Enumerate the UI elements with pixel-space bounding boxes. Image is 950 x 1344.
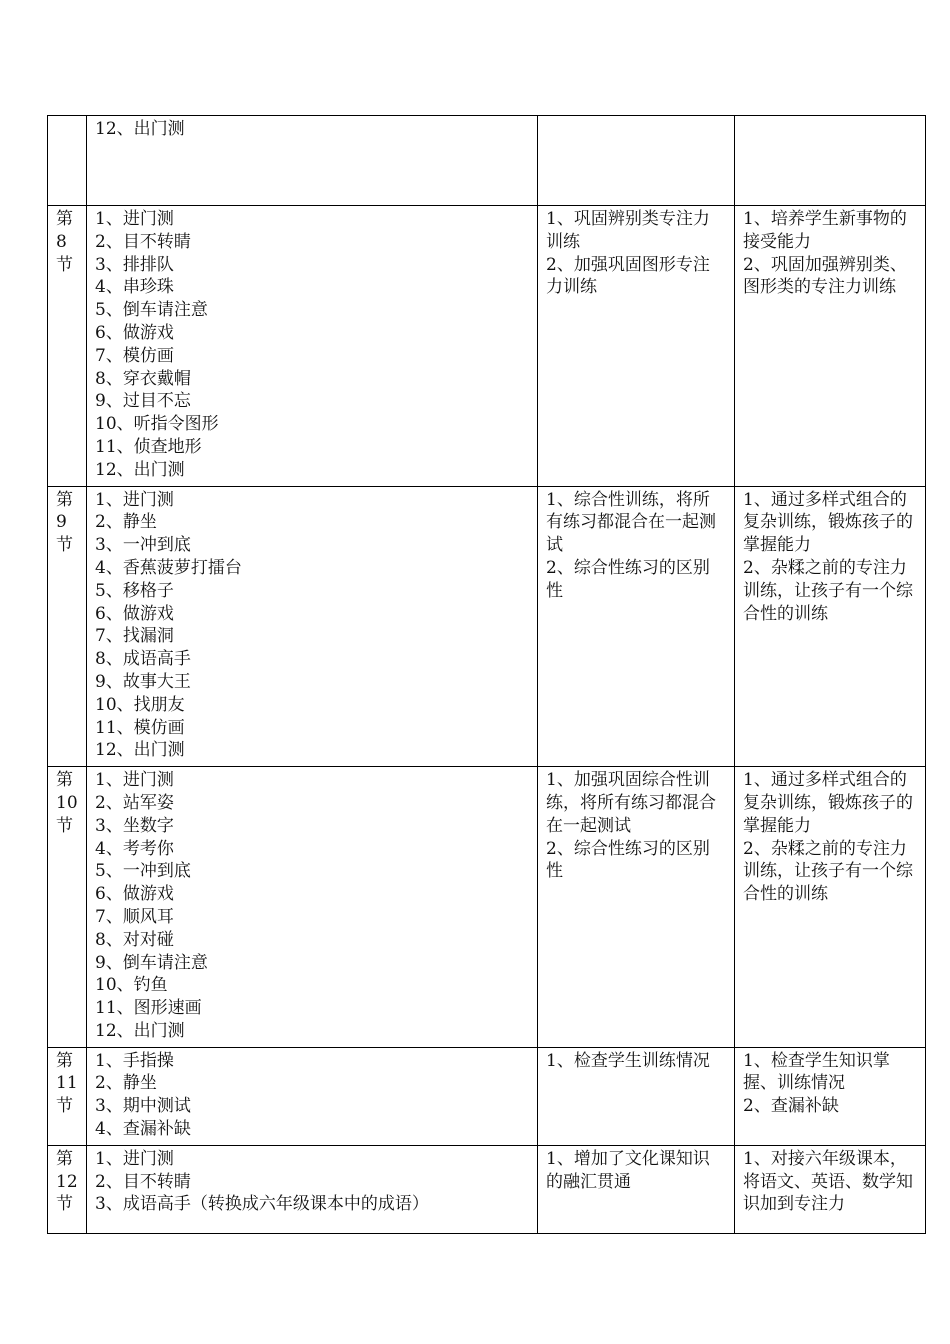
content-item: 3、期中测试 bbox=[95, 1096, 191, 1117]
effect-cell bbox=[735, 767, 926, 1048]
content-item: 11、图形速画 bbox=[95, 998, 202, 1019]
content-item: 2、目不转睛 bbox=[95, 1171, 191, 1192]
effect-item: 2、杂糅之前的专注力训练，让孩子有一个综合性的训练 bbox=[743, 557, 913, 624]
section-label: 第 bbox=[56, 1148, 73, 1169]
content-cell bbox=[87, 767, 538, 1048]
effect-cell bbox=[735, 1145, 926, 1233]
content-cell bbox=[87, 116, 538, 206]
section-label: 第 bbox=[56, 489, 73, 510]
goal-item: 1、加强巩固综合性训练，将所有练习都混合在一起测试 bbox=[546, 770, 716, 836]
section-cell bbox=[48, 116, 87, 206]
section-cell bbox=[48, 486, 87, 767]
content-cell bbox=[87, 1047, 538, 1145]
section-number: 11 bbox=[56, 1073, 78, 1094]
goal-cell bbox=[538, 486, 735, 767]
content-item: 6、做游戏 bbox=[95, 603, 174, 624]
goal-item: 1、巩固辨别类专注力训练 bbox=[546, 209, 710, 252]
content-cell bbox=[87, 206, 538, 487]
effect-cell bbox=[735, 116, 926, 206]
content-item: 2、静坐 bbox=[95, 512, 157, 533]
content-item: 9、倒车请注意 bbox=[95, 952, 208, 973]
content-item: 12、出门测 bbox=[95, 459, 185, 480]
content-item: 3、坐数字 bbox=[95, 815, 174, 836]
content-item: 10、找朋友 bbox=[95, 694, 185, 715]
content-cell bbox=[87, 1145, 538, 1233]
section-cell bbox=[48, 1145, 87, 1233]
content-item: 9、故事大王 bbox=[95, 671, 191, 692]
table-row bbox=[48, 1145, 926, 1233]
effect-item: 1、检查学生知识掌握、训练情况 bbox=[743, 1050, 890, 1094]
effect-item: 2、巩固加强辨别类、图形类的专注力训练 bbox=[743, 254, 907, 298]
content-item: 1、进门测 bbox=[95, 1148, 174, 1169]
section-label: 第 bbox=[56, 770, 73, 791]
content-item: 8、穿衣戴帽 bbox=[95, 368, 191, 389]
table-row bbox=[48, 486, 926, 767]
content-item: 2、静坐 bbox=[95, 1073, 157, 1094]
section-cell bbox=[48, 767, 87, 1048]
content-item: 4、查漏补缺 bbox=[95, 1119, 191, 1140]
effect-item: 1、对接六年级课本，将语文、英语、数学知识加到专注力 bbox=[743, 1148, 913, 1215]
effect-cell bbox=[735, 486, 926, 767]
section-label: 节 bbox=[56, 254, 73, 275]
goal-item: 2、加强巩固图形专注力训练 bbox=[546, 254, 710, 298]
section-label: 第 bbox=[56, 1050, 73, 1071]
content-item: 4、串珍珠 bbox=[95, 277, 174, 298]
content-cell bbox=[87, 486, 538, 767]
table-row bbox=[48, 116, 926, 206]
content-item: 7、找漏洞 bbox=[95, 626, 174, 647]
section-number: 9 bbox=[56, 512, 67, 533]
table-row bbox=[48, 767, 926, 1048]
content-item: 12、出门测 bbox=[95, 119, 185, 139]
content-item: 8、成语高手 bbox=[95, 649, 191, 670]
content-item: 5、移格子 bbox=[95, 580, 174, 601]
content-item: 3、成语高手（转换成六年级课本中的成语） bbox=[95, 1194, 429, 1215]
goal-cell bbox=[538, 116, 735, 206]
content-item: 10、钓鱼 bbox=[95, 975, 168, 996]
lesson-plan-body bbox=[48, 116, 926, 1234]
effect-cell bbox=[735, 1047, 926, 1145]
content-item: 3、排排队 bbox=[95, 254, 174, 275]
effect-item: 2、查漏补缺 bbox=[743, 1096, 839, 1117]
content-item: 1、进门测 bbox=[95, 489, 174, 510]
content-item: 6、做游戏 bbox=[95, 322, 174, 343]
effect-item: 1、通过多样式组合的复杂训练，锻炼孩子的掌握能力 bbox=[743, 770, 913, 836]
content-item: 1、进门测 bbox=[95, 209, 174, 229]
section-number: 12 bbox=[56, 1171, 78, 1192]
effect-item: 1、通过多样式组合的复杂训练，锻炼孩子的掌握能力 bbox=[743, 489, 913, 556]
goal-item: 1、综合性训练，将所有练习都混合在一起测试 bbox=[546, 489, 716, 556]
content-item: 6、做游戏 bbox=[95, 884, 174, 905]
content-item: 1、进门测 bbox=[95, 770, 174, 791]
section-number: 8 bbox=[56, 231, 67, 252]
content-item: 2、目不转睛 bbox=[95, 231, 191, 252]
content-item: 10、听指令图形 bbox=[95, 414, 219, 435]
content-item: 4、香蕉菠萝打擂台 bbox=[95, 557, 242, 578]
goal-cell bbox=[538, 1145, 735, 1233]
section-label: 节 bbox=[56, 1096, 73, 1117]
goal-cell bbox=[538, 1047, 735, 1145]
content-item: 5、一冲到底 bbox=[95, 861, 191, 882]
section-label: 节 bbox=[56, 1194, 73, 1215]
section-cell bbox=[48, 206, 87, 487]
section-cell bbox=[48, 1047, 87, 1145]
content-item: 9、过目不忘 bbox=[95, 391, 191, 412]
section-label: 第 bbox=[56, 209, 73, 229]
content-item: 7、顺风耳 bbox=[95, 906, 174, 927]
table-row bbox=[48, 1047, 926, 1145]
goal-item: 2、综合性练习的区别性 bbox=[546, 838, 710, 882]
content-item: 11、模仿画 bbox=[95, 717, 185, 738]
goal-item: 2、综合性练习的区别性 bbox=[546, 557, 710, 601]
goal-item: 1、增加了文化课知识的融汇贯通 bbox=[546, 1148, 710, 1192]
goal-item: 1、检查学生训练情况 bbox=[546, 1050, 710, 1071]
content-item: 12、出门测 bbox=[95, 740, 185, 761]
goal-cell bbox=[538, 206, 735, 487]
content-item: 1、手指操 bbox=[95, 1050, 174, 1071]
goal-cell bbox=[538, 767, 735, 1048]
table-row bbox=[48, 206, 926, 487]
content-item: 11、侦查地形 bbox=[95, 436, 202, 457]
effect-cell bbox=[735, 206, 926, 487]
section-label: 节 bbox=[56, 535, 73, 556]
effect-item: 1、培养学生新事物的接受能力 bbox=[743, 209, 907, 252]
content-item: 3、一冲到底 bbox=[95, 535, 191, 556]
content-item: 7、模仿画 bbox=[95, 345, 174, 366]
content-item: 5、倒车请注意 bbox=[95, 300, 208, 321]
effect-item: 2、杂糅之前的专注力训练，让孩子有一个综合性的训练 bbox=[743, 838, 913, 905]
content-item: 2、站军姿 bbox=[95, 792, 174, 813]
section-number: 10 bbox=[56, 792, 78, 813]
section-label: 节 bbox=[56, 815, 73, 836]
content-item: 12、出门测 bbox=[95, 1020, 185, 1041]
content-item: 8、对对碰 bbox=[95, 929, 174, 950]
lesson-plan-table bbox=[47, 115, 926, 1234]
content-item: 4、考考你 bbox=[95, 838, 174, 859]
